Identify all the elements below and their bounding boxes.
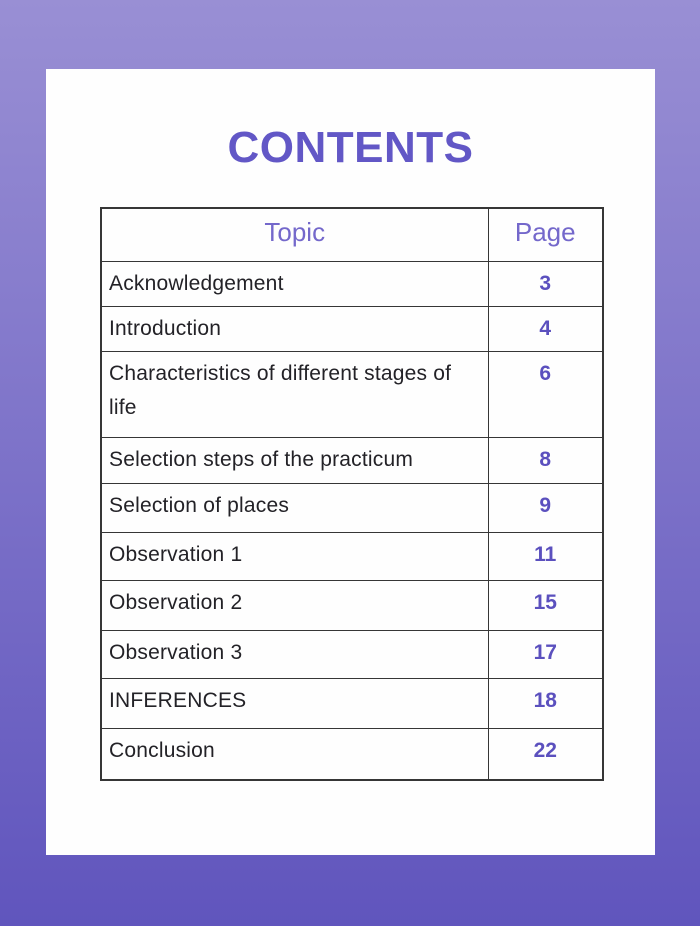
- topic-cell: Characteristics of different stages of life: [101, 351, 488, 437]
- topic-cell: Observation 2: [101, 580, 488, 630]
- contents-table: [100, 207, 604, 781]
- table-row: [101, 483, 603, 532]
- table-row: [101, 580, 603, 630]
- table-body: [101, 261, 603, 780]
- topic-cell: INFERENCES: [101, 678, 488, 728]
- page-number-cell: 17: [488, 630, 603, 678]
- page-number-cell: 6: [488, 351, 603, 437]
- page-number-cell: 9: [488, 483, 603, 532]
- table-row: [101, 351, 603, 437]
- table-header-page: Page: [488, 208, 603, 261]
- page-number-cell: 18: [488, 678, 603, 728]
- table-header-row: [101, 208, 603, 261]
- page-title: CONTENTS: [227, 123, 474, 172]
- topic-cell: Selection of places: [101, 483, 488, 532]
- topic-cell: Acknowledgement: [101, 261, 488, 306]
- table-row: [101, 728, 603, 780]
- topic-cell: Introduction: [101, 306, 488, 351]
- topic-cell: Observation 3: [101, 630, 488, 678]
- table-header: [101, 208, 603, 261]
- topic-cell: Selection steps of the practicum: [101, 437, 488, 483]
- page-number-cell: 3: [488, 261, 603, 306]
- table-row: [101, 306, 603, 351]
- page-number-cell: 15: [488, 580, 603, 630]
- table-row: [101, 261, 603, 306]
- table-row: [101, 437, 603, 483]
- table-row: [101, 532, 603, 580]
- table-header-topic: Topic: [101, 208, 488, 261]
- page-number-cell: 11: [488, 532, 603, 580]
- document-card: [46, 69, 655, 855]
- table-row: [101, 678, 603, 728]
- table-row: [101, 630, 603, 678]
- page-number-cell: 8: [488, 437, 603, 483]
- topic-cell: Conclusion: [101, 728, 488, 780]
- topic-cell: Observation 1: [101, 532, 488, 580]
- page-number-cell: 22: [488, 728, 603, 780]
- page-number-cell: 4: [488, 306, 603, 351]
